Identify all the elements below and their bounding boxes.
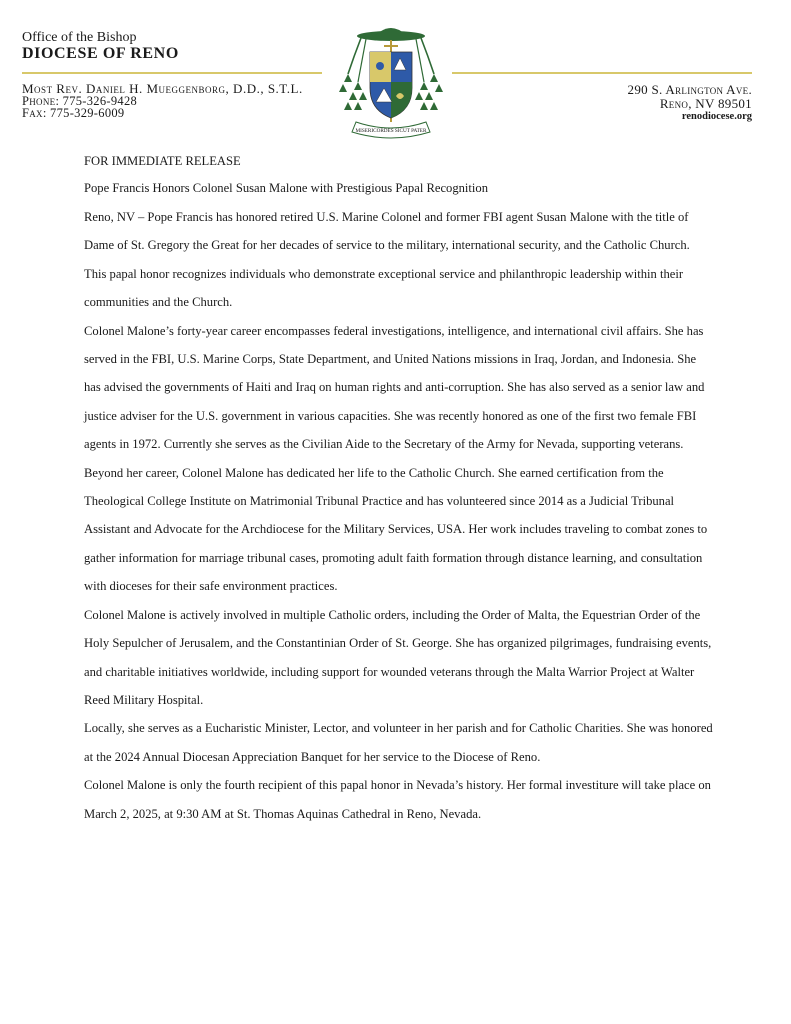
- address-street: 290 S. Arlington Ave.: [627, 82, 752, 97]
- diocese-address-block: [628, 83, 752, 124]
- paragraph-2: Colonel Malone’s forty-year career encompasses federal investigations, intelligence, and international civil affairs. She has served in the FBI, U.S. Marine Corps, State Department, and United Nations missions in Iraq, Jordan, and Indonesia. She has advised the governments of Haiti and Iraq on human rights and anti-corruption. She has also served as a senior law and justice adviser for the U.S. government in various capacities. She was recently honored as one of the first two female FBI agents in 1972. Currently she serves as the Civilian Aide to the Secretary of the Army for Nevada, supporting veterans.: [84, 323, 705, 452]
- fax-number: Fax: 775-329-6009: [22, 106, 125, 120]
- diocese-name: DIOCESE OF RENO: [22, 45, 179, 62]
- press-release-body: [84, 148, 714, 828]
- phone-number: Phone: 775-326-9428: [22, 94, 138, 108]
- address-city: Reno, NV 89501: [659, 95, 752, 111]
- paragraph-4: Colonel Malone is actively involved in multiple Catholic orders, including the Order of Malta, the Equestrian Order of the Holy Sepulcher of Jerusalem, and the Constantinian Order of St. George. She has organized pilgrimages, fundraising events, and charitable initiatives worldwide, including support for wounded veterans through the Malta Warrior Project at Walter Reed Military Hospital.: [84, 607, 712, 707]
- office-title: Office of the Bishop: [22, 30, 137, 45]
- paragraph-1: Reno, NV – Pope Francis has honored retired U.S. Marine Colonel and former FBI agent Susan Malone with the title of Dame of St. Gregory the Great for her decades of service to the military, international security, and the Catholic Church. This papal honor recognizes individuals who demonstrate exceptional service and philanthropic leadership within their communities and the Church.: [84, 210, 690, 310]
- paragraph-5: Locally, she serves as a Eucharistic Minister, Lector, and volunteer in her parish and for Catholic Charities. She was honored at the 2024 Annual Diocesan Appreciation Banquet for her service to the Diocese of Reno.: [84, 721, 713, 764]
- coat-of-arms-icon: [336, 22, 446, 140]
- letterhead-office-block: [22, 30, 332, 63]
- motto-text: MISERICORDES SICUT PATER: [355, 128, 427, 134]
- header-rule-right: [452, 72, 752, 74]
- paragraph-3: Beyond her career, Colonel Malone has dedicated her life to the Catholic Church. She earned certification from the Theological College Institute on Matrimonial Tribunal Practice and has volunteered since 2014 as a Judicial Tribunal Assistant and Advocate for the Archdiocese for the Military Services, USA. Her work includes traveling to combat zones to gather information for marriage tribunal cases, promoting adult faith formation through distance learning, and consultation with dioceses for their safe environment practices.: [84, 465, 708, 594]
- release-label: FOR IMMEDIATE RELEASE: [84, 154, 241, 168]
- release-headline: Pope Francis Honors Colonel Susan Malone with Prestigious Papal Recognition: [84, 181, 489, 195]
- bishop-name: Most Rev. Daniel H. Mueggenborg, D.D., S.T.L.: [22, 81, 303, 96]
- bishop-contact-block: [22, 83, 303, 119]
- header-rule-left: [22, 72, 322, 74]
- website-link[interactable]: renodiocese.org: [681, 111, 752, 122]
- paragraph-6: Colonel Malone is only the fourth recipient of this papal honor in Nevada’s history. Her formal investiture will take place on March 2, 2025, at 9:30 AM at St. Thomas Aquinas Cathedral in Reno, Nevada.: [84, 778, 711, 821]
